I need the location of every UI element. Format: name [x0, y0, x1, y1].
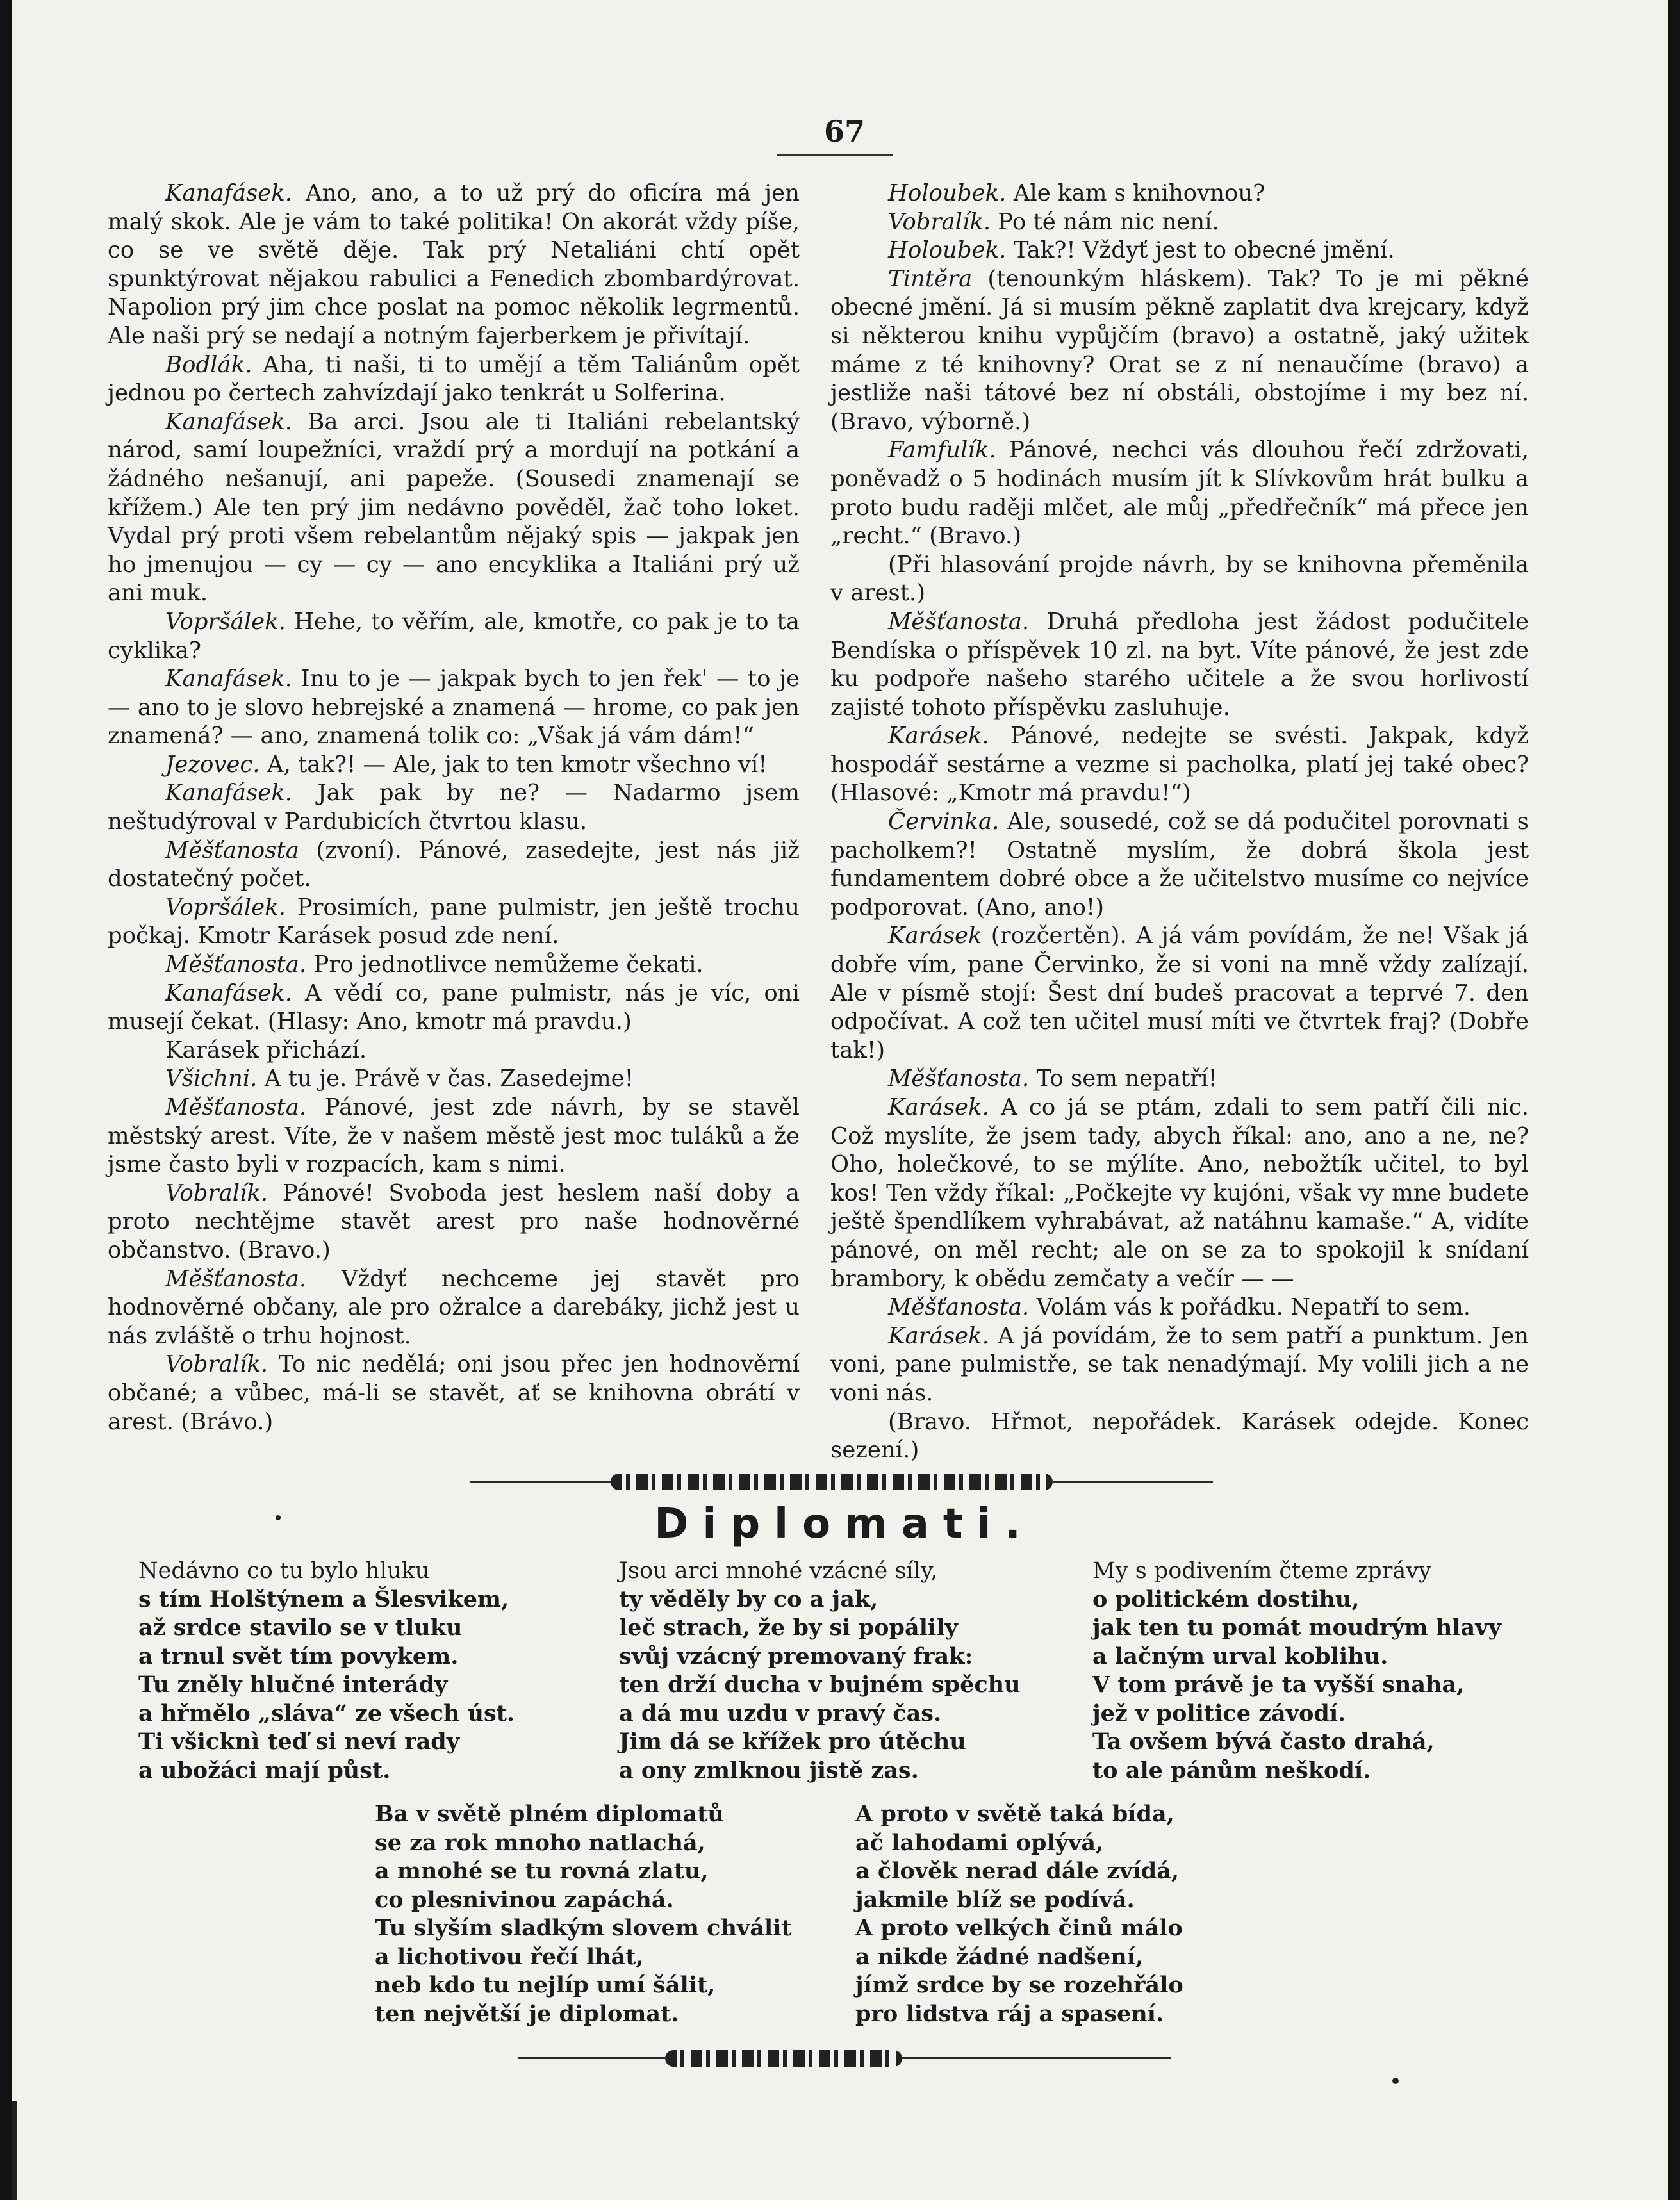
poem-line: a ony zmlknou jistě zas.: [619, 1757, 919, 1784]
speaker-name: Měšťanosta.: [888, 608, 1030, 635]
poem-line: A proto v světě taká bída,: [855, 1801, 1174, 1827]
ornament-divider-bottom-right-line: [902, 2057, 1171, 2059]
speech-text: Pánové, jest zde návrh, by se stavěl městský arest. Víte, že v našem městě jest moc tuláků a že jsme často byli v rozpacích, kam s nimi.: [108, 1094, 800, 1178]
speaker-name: Jezovec.: [165, 751, 260, 778]
poem-line: Nedávno co tu bylo hluku: [138, 1558, 430, 1584]
speaker-name: Vopršálek.: [165, 608, 286, 635]
dialogue-paragraph: [830, 922, 1529, 1065]
poem-line: jakmile blíž se podívá.: [855, 1886, 1135, 1913]
poem-stanza-1: [138, 1557, 515, 1785]
dialogue-paragraph: [108, 351, 800, 408]
speaker-name: Famfulík.: [888, 437, 996, 464]
speech-text: Pro jednotlivce nemůžeme čekati.: [306, 951, 704, 978]
poem-line: Ti všicknì teď si neví rady: [138, 1728, 460, 1755]
poem-stanza-5: [855, 1800, 1183, 2028]
dialogue-paragraph: [830, 722, 1529, 808]
dialogue-paragraph: [830, 1293, 1529, 1322]
poem-line: neb kdo tu nejlíp umí šálit,: [375, 1972, 716, 1998]
speech-text: Hehe, to věřím, ale, kmotře, co pak je to ta cyklika?: [108, 608, 800, 664]
poem-title: Diplomati.: [654, 1500, 1035, 1548]
dialogue-paragraph: [830, 436, 1529, 550]
ornament-divider-top: [611, 1474, 1053, 1490]
speech-text: Ano, ano, a to už prý do oficíra má jen malý skok. Ale je vám to také politika! On akorát vždy píše, co se ve světě děje. Tak prý Netaliáni chtí opět spunktýrovat nějakou rabulici a Fenedich zbombardýrovat. Napolion prý jim chce poslat na pomoc několik legrmentů. Ale naši prý se nedají a notným fajerberkem je přivítají.: [108, 180, 800, 349]
page-number-rule: [777, 154, 893, 156]
poem-line: A proto velkých činů málo: [855, 1915, 1183, 1941]
speech-text: Vždyť nechceme jej stavět pro hodnověrné občany, ale pro ožralce a darebáky, jichž jest u nás zvláště o trhu hojnost.: [108, 1265, 800, 1349]
poem-line: jak ten tu pomát moudrým hlavy: [1092, 1614, 1501, 1641]
poem-stanza-3: [1092, 1557, 1501, 1785]
speaker-name: Kanafásek.: [165, 180, 293, 206]
speaker-name: Měšťanosta.: [888, 1294, 1030, 1321]
print-speck: [1392, 2078, 1399, 2084]
dialogue-paragraph: [830, 1094, 1529, 1293]
speaker-name: Tintěra: [888, 265, 973, 292]
poem-line: a trnul svět tím povykem.: [138, 1643, 459, 1670]
speech-text: To sem nepatří!: [1029, 1065, 1217, 1092]
speech-text: To nic nedělá; oni jsou přec jen hodnověrní občané; a vůbec, má-li se stavět, ať se knihovna obrátí v arest. (Brávo.): [108, 1351, 800, 1435]
poem-line: Tu zněly hlučné interády: [138, 1671, 448, 1698]
speaker-name: Měšťanosta.: [165, 951, 307, 978]
speaker-name: Kanafásek.: [165, 980, 293, 1006]
dialogue-paragraph: [108, 1179, 800, 1265]
poem-stanza-2: [619, 1557, 1021, 1785]
speaker-name: Vobralík.: [165, 1179, 268, 1206]
speaker-name: Holoubek.: [888, 237, 1007, 264]
poem-line: svůj vzácný premovaný frak:: [619, 1643, 973, 1670]
poem-line: co plesnivinou zapáchá.: [375, 1886, 674, 1913]
ornament-divider-left-line: [470, 1481, 611, 1483]
speech-text: (Při hlasování projde návrh, by se knihovna přeměnila v arest.): [830, 551, 1529, 607]
page-number: 67: [823, 114, 865, 149]
dialogue-paragraph: [830, 179, 1529, 208]
poem-line: a hřmělo „sláva“ ze všech úst.: [138, 1700, 515, 1727]
speaker-name: Měšťanosta.: [888, 1065, 1030, 1092]
poem-line: a dá mu uzdu v pravý čas.: [619, 1700, 942, 1727]
speech-text: A já povídám, že to sem patří a punktum. Jen voni, pane pulmistře, se tak nenadýmají. My volili jich a ne voni nás.: [830, 1322, 1529, 1406]
poem-line: Jsou arci mnohé vzácné síly,: [619, 1558, 938, 1584]
dialogue-paragraph: [108, 894, 800, 951]
speech-text: Ba arci. Jsou ale ti Italiáni rebelantský národ, samí loupežníci, vraždí prý a mordují na potkání a žádného nešanují, ani papeže. (Sousedi znamenají se křížem.) Ale ten prý jim nedávno pověděl, žač toho loket. Vydal prý proti všem rebelantům nějaký spis — jakpak jen ho jmenujou — cy — cy — ano encyklika a Italiáni prý už ani muk.: [108, 408, 800, 607]
dialogue-paragraph: [108, 408, 800, 608]
speaker-name: Měšťanosta.: [165, 1265, 307, 1292]
speech-text: (zvoní). Pánové, zasedejte, jest nás již dostatečný počet.: [108, 837, 800, 892]
poem-line: a ubožáci mají půst.: [138, 1757, 391, 1784]
dialogue-paragraph: [108, 1350, 800, 1436]
ornament-divider-bottom-left-line: [518, 2057, 665, 2059]
speech-text: Ale, sousedé, což se dá podučitel porovnati s pacholkem?! Ostatně myslím, že dobrá škola jest fundamentem dobré obce a že učitelstvo musíme co nejvíce podporovat. (Ano, ano!): [830, 809, 1529, 921]
speech-text: (Bravo. Hřmot, nepořádek. Karásek odejde. Konec sezení.): [830, 1408, 1529, 1464]
poem-line: ten drží ducha v bujném spěchu: [619, 1671, 1021, 1698]
speaker-name: Holoubek.: [888, 180, 1007, 206]
poem-line: to ale pánům neškodí.: [1092, 1757, 1371, 1784]
speaker-name: Měšťanosta: [165, 837, 299, 864]
poem-line: jež v politice závodí.: [1092, 1700, 1346, 1727]
speaker-name: Bodlák.: [165, 351, 252, 378]
dialogue-paragraph: [830, 1065, 1529, 1094]
dialogue-paragraph: [830, 608, 1529, 722]
dialogue-paragraph: [108, 951, 800, 980]
speech-text: Aha, ti naši, ti to umějí a těm Taliánům opět jednou po čertech zahvízdají jako tenkrát u Solferina.: [108, 351, 800, 407]
dialogue-paragraph: [108, 1265, 800, 1351]
speech-text: (tenounkým hláskem). Tak? To je mi pěkné obecné jmění. Já si musím pěkně zaplatit dva krejcary, když si některou knihu vypůjčím (bravo) a ostatně, jaký užitek máme z té knihovny? Orat se z ní nenaučíme (bravo) a jestliže naši tátové bez ní obstáli, obstojíme i my bez ní. (Bravo, výborně.): [830, 265, 1529, 435]
poem-line: My s podivením čteme zprávy: [1092, 1558, 1431, 1584]
dialogue-paragraph: [830, 1322, 1529, 1408]
dialogue-paragraph: [108, 751, 800, 780]
speech-text: Prosimích, pane pulmistr, jen ještě trochu počkaj. Kmotr Karásek posud zde není.: [108, 894, 800, 949]
poem-line: a mnohé se tu rovná zlatu,: [375, 1858, 709, 1884]
poem-line: ač lahodami oplývá,: [855, 1829, 1104, 1856]
poem-line: a člověk nerad dále zvídá,: [855, 1858, 1180, 1884]
poem-line: ty věděly by co a jak,: [619, 1586, 878, 1613]
right-column: [830, 179, 1529, 1465]
dialogue-paragraph: [108, 179, 800, 351]
speaker-name: Měšťanosta.: [165, 1094, 307, 1121]
speech-text: Po té nám nic není.: [991, 208, 1219, 235]
speech-text: A tu je. Právě v čas. Zasedejme!: [257, 1065, 634, 1092]
speaker-name: Karásek.: [888, 723, 989, 750]
speaker-name: Vopršálek.: [165, 894, 286, 921]
dialogue-paragraph: [108, 1094, 800, 1179]
speaker-name: Kanafásek.: [165, 666, 293, 693]
poem-line: Ba v světě plném diplomatů: [375, 1801, 724, 1827]
poem-line: V tom právě je ta vyšší snaha,: [1092, 1671, 1465, 1698]
speech-text: A, tak?! — Ale, jak to ten kmotr všechno ví!: [259, 751, 768, 778]
speech-text: Volám vás k pořádku. Nepatří to sem.: [1029, 1294, 1471, 1321]
speaker-name: Karásek: [888, 923, 982, 949]
speech-text: Pánové, nechci vás dlouhou řečí zdržovati, poněvadž o 5 hodinách musím jít k Slívkovům hrát bulku a proto budu raději mlčet, ale můj „předřečník“ má přece jen „recht.“ (Bravo.): [830, 437, 1529, 550]
page-edge-mark: [12, 2101, 17, 2200]
poem-line: o politickém dostihu,: [1092, 1586, 1360, 1613]
poem-line: pro lidstva ráj a spasení.: [855, 2000, 1164, 2027]
print-speck: [276, 1515, 281, 1520]
dialogue-paragraph: [108, 779, 800, 836]
speaker-name: Vobralík.: [888, 208, 991, 235]
dialogue-paragraph: [830, 265, 1529, 437]
poem-line: leč strach, že by si popálily: [619, 1614, 958, 1641]
speech-text: Inu to je — jakpak bych to jen řek' — to je — ano to je slovo hebrejské a znamená — hrome, co pak jen znamená? — ano, znamená tolik co: „Však já vám dám!“: [108, 666, 800, 750]
dialogue-paragraph: [830, 236, 1529, 265]
speaker-name: Vobralík.: [165, 1351, 268, 1378]
left-column: [108, 179, 800, 1436]
dialogue-paragraph: [830, 1408, 1529, 1465]
poem-line: a lačným urval koblihu.: [1092, 1643, 1388, 1670]
poem-stanza-4: [375, 1800, 792, 2028]
speaker-name: Kanafásek.: [165, 780, 293, 807]
poem-line: Ta ovšem bývá často drahá,: [1092, 1728, 1435, 1755]
poem-line: až srdce stavilo se v tluku: [138, 1614, 463, 1641]
poem-line: s tím Holštýnem a Šlesvikem,: [138, 1586, 509, 1613]
dialogue-paragraph: [108, 665, 800, 751]
poem-line: a lichotivou řečí lhát,: [375, 1943, 644, 1970]
speech-text: Ale kam s knihovnou?: [1006, 180, 1265, 206]
dialogue-paragraph: [108, 980, 800, 1037]
poem-line: ten největší je diplomat.: [375, 2000, 679, 2027]
poem-line: Jim dá se křížek pro útěchu: [619, 1728, 966, 1755]
dialogue-paragraph: [830, 808, 1529, 922]
speech-text: Jak pak by ne? — Nadarmo jsem neštudýroval v Pardubicích čtvrtou klasu.: [108, 780, 800, 835]
dialogue-paragraph: [108, 1065, 800, 1094]
poem-line: se za rok mnoho natlachá,: [375, 1829, 705, 1856]
speech-text: A co já se ptám, zdali to sem patří čili nic. Což myslíte, že jsem tady, abych říkal: ano, ano a ne, ne? Oho, holečkové, to se mýlíte. Ano, nebožtík učitel, to byl kos! Ten vždy říkal: „Počkejte vy kujóni, však vy mne budete ještě špendlíkem vyhrabávat, až natáhnu kamaše.“ A, vidíte pánové, on měl recht; ale on se za to spokojil k snídaní brambory, k obědu zemčaty a večír — —: [830, 1094, 1529, 1292]
speaker-name: Všichni.: [165, 1065, 258, 1092]
speech-text: (rozčertěn). A já vám povídám, že ne! Však já dobře vím, pane Červinko, že si voni na mně vždy zalízají. Ale v písmě stojí: Šest dní budeš pracovat a teprvé 7. den odpočívat. A což ten učitel musí míti ve čtvrtek fraj? (Dobře tak!): [830, 923, 1529, 1063]
poem-line: jímž srdce by se rozehřálo: [855, 1972, 1183, 1998]
poem-line: a nikde žádné nadšení,: [855, 1943, 1144, 1970]
speech-text: Pánové, nedejte se svésti. Jakpak, když hospodář sestárne a vezme si pacholka, platí jej také obec? (Hlasové: „Kmotr má pravdu!“): [830, 723, 1529, 807]
speech-text: A vědí co, pane pulmistr, nás je víc, oni musejí čekat. (Hlasy: Ano, kmotr má pravdu.): [108, 980, 800, 1035]
speaker-name: Karásek.: [888, 1322, 989, 1349]
speaker-name: Kanafásek.: [165, 408, 293, 435]
speaker-name: Karásek.: [888, 1094, 989, 1121]
ornament-divider-bottom: [665, 2050, 902, 2067]
dialogue-paragraph: [108, 1037, 800, 1065]
dialogue-paragraph: [108, 837, 800, 894]
dialogue-paragraph: [830, 208, 1529, 237]
poem-line: Tu slyším sladkým slovem chválit: [375, 1915, 792, 1941]
speech-text: Tak?! Vždyť jest to obecné jmění.: [1006, 237, 1395, 264]
newspaper-page: [12, 0, 1668, 2200]
dialogue-paragraph: [830, 551, 1529, 608]
dialogue-paragraph: [108, 608, 800, 665]
speech-text: Druhá předloha jest žádost podučitele Bendíska o příspěvek 10 zl. na byt. Víte pánové, že jest zde ku podpoře našeho starého učitele a že svou horlivostí zajisté tohoto příspěvku zasluhuje.: [830, 608, 1529, 721]
speech-text: Pánové! Svoboda jest heslem naší doby a proto nechtějme stavět arest pro naše hodnověrné občanstvo. (Bravo.): [108, 1179, 800, 1263]
speech-text: Karásek přichází.: [165, 1037, 367, 1063]
ornament-divider-right-line: [1053, 1481, 1213, 1483]
speaker-name: Červinka.: [888, 809, 1000, 835]
